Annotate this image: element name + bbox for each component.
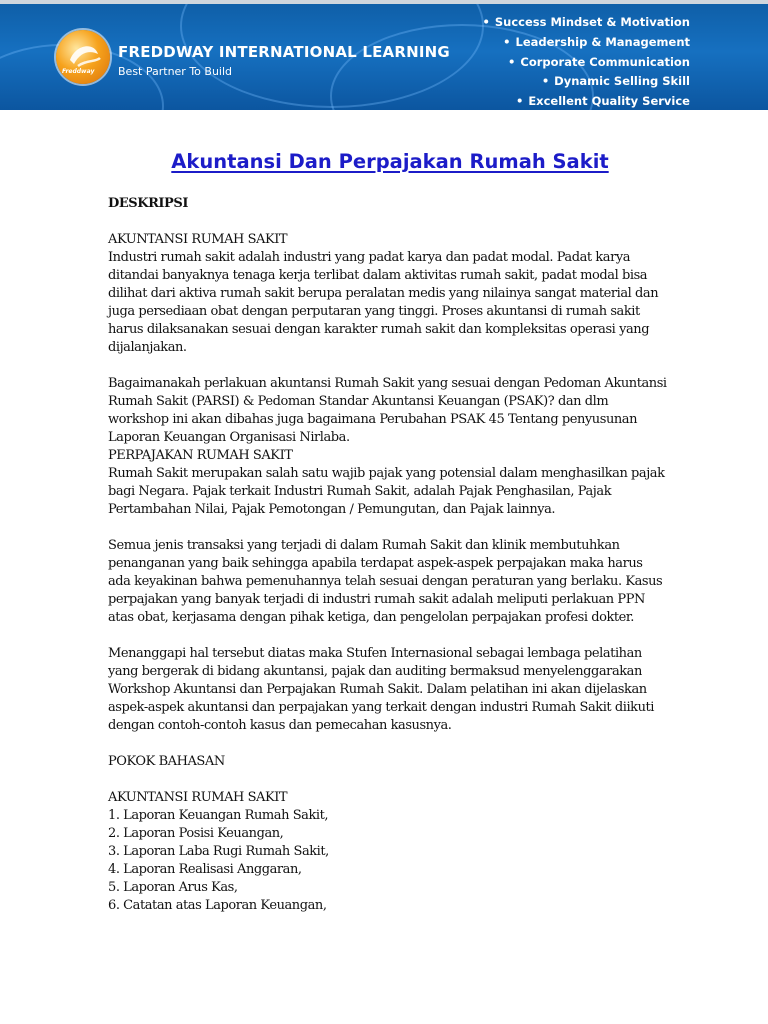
document-body (108, 150, 668, 915)
list-item: 2. Laporan Posisi Keuangan, (108, 826, 284, 841)
logo-text: Freddway (62, 68, 95, 75)
list-item: 4. Laporan Realisasi Anggaran, (108, 862, 302, 877)
bullet-dot-icon: • (515, 94, 524, 109)
service-bullet: • Leadership & Management (503, 34, 690, 49)
bullet-dot-icon: • (482, 15, 490, 29)
service-bullet: • Corporate Communication (508, 54, 690, 69)
section-heading-perpajakan: PERPAJAKAN RUMAH SAKIT (108, 448, 293, 463)
paragraph: Industri rumah sakit adalah industri yang padat karya dan padat modal. Padat karya ditandai banyaknya tenaga kerja terlibat dalam aktivitas rumah sakit, padat modal bisa dilihat dari aktiva rumah sakit berupa peralatan medis yang nilainya sangat material dan juga persediaan obat dengan perputaran yang tinggi. Proses akuntansi di rumah sakit harus dilaksanakan sesuai dengan karakter rumah sakit dan kompleksitas operasi yang dijalanjakan. (108, 250, 659, 355)
section-heading-akuntansi: AKUNTANSI RUMAH SAKIT (108, 232, 288, 247)
list-item: 1. Laporan Keuangan Rumah Sakit, (108, 808, 329, 823)
bullet-dot-icon: • (503, 34, 511, 49)
service-bullet: • Dynamic Selling Skill (541, 74, 690, 89)
list-heading: AKUNTANSI RUMAH SAKIT (108, 790, 288, 805)
list-item: 3. Laporan Laba Rugi Rumah Sakit, (108, 844, 329, 859)
list-item: 6. Catatan atas Laporan Keuangan, (108, 898, 327, 913)
deskripsi-heading: DESKRIPSI (108, 196, 188, 211)
topic-list (108, 807, 668, 915)
service-bullet-list (482, 13, 690, 110)
bullet-dot-icon: • (541, 74, 550, 89)
paragraph: Bagaimanakah perlakuan akuntansi Rumah Sakit yang sesuai dengan Pedoman Akuntansi Rumah Sakit (PARSI) & Pedoman Standar Akuntansi Keuangan (PSAK)? dan dlm workshop ini akan dibahas juga bagaimana Perubahan PSAK 45 Tentang penyusunan Laporan Keuangan Organisasi Nirlaba. (108, 376, 667, 445)
company-logo-icon (56, 30, 110, 84)
service-bullet: • Excellent Quality Service (515, 94, 690, 109)
company-name: FREDDWAY INTERNATIONAL LEARNING (118, 43, 450, 61)
paragraph: Menanggapi hal tersebut diatas maka Stufen Internasional sebagai lembaga pelatihan yang bergerak di bidang akuntansi, pajak dan auditing bermaksud menyelenggarakan Workshop Akuntansi dan Perpajakan Rumah Sakit. Dalam pelatihan ini akan dijelaskan aspek-aspek akuntansi dan perpajakan yang terkait dengan industri Rumah Sakit diikuti dengan contoh-contoh kasus dan pemecahan kasusnya. (108, 646, 654, 733)
document-text (108, 195, 668, 915)
header-banner (0, 0, 768, 110)
paragraph: Rumah Sakit merupakan salah satu wajib pajak yang potensial dalam menghasilkan pajak bagi Negara. Pajak terkait Industri Rumah Sakit, adalah Pajak Penghasilan, Pajak Pertambahan Nilai, Pajak Pemotongan / Pemungutan, dan Pajak lainnya. (108, 466, 665, 517)
pokok-bahasan-heading: POKOK BAHASAN (108, 754, 225, 769)
company-tagline: Best Partner To Build (118, 65, 233, 78)
service-bullet: • Success Mindset & Motivation (482, 15, 690, 29)
bullet-dot-icon: • (508, 54, 516, 69)
page-title-link[interactable]: Akuntansi Dan Perpajakan Rumah Sakit (171, 150, 609, 173)
list-item: 5. Laporan Arus Kas, (108, 880, 238, 895)
paragraph: Semua jenis transaksi yang terjadi di dalam Rumah Sakit dan klinik membutuhkan penanganan yang baik sehingga apabila terdapat aspek-aspek perpajakan maka harus ada keyakinan bahwa pemenuhannya telah sesuai dengan peraturan yang berlaku. Kasus perpajakan yang banyak terjadi di industri rumah sakit adalah meliputi perlakuan PPN atas obat, kerjasama dengan pihak ketiga, dan pengelolan perpajakan profesi dokter. (108, 538, 663, 625)
